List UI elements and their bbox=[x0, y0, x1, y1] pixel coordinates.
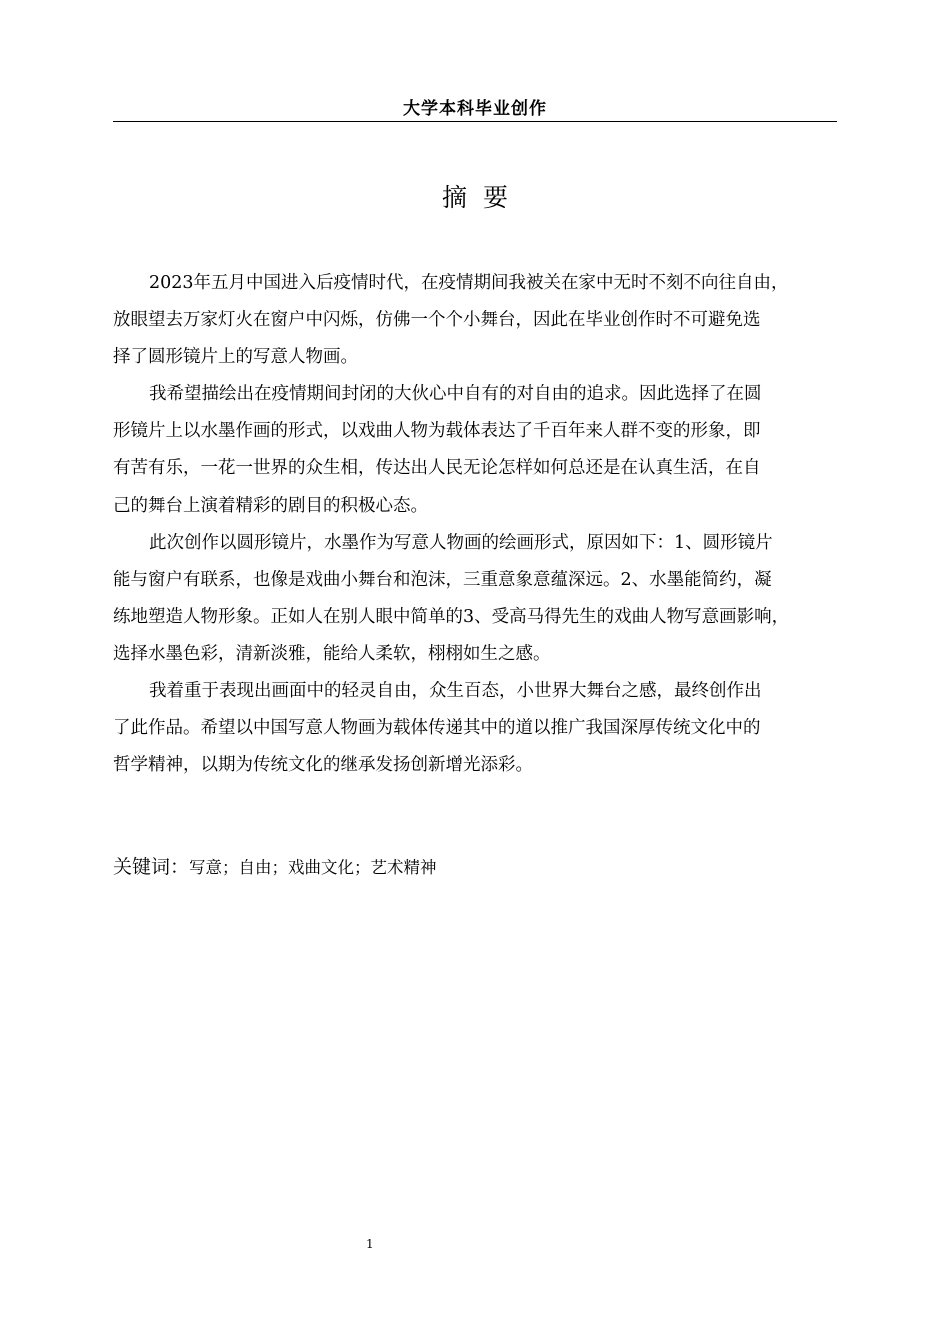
body-line: 形镜片上以水墨作画的形式，以戏曲人物为载体表达了千百年来人群不变的形象，即 bbox=[113, 421, 761, 442]
body-line: 2023年五月中国进入后疫情时代，在疫情期间我被关在家中无时不刻不向往自由， bbox=[149, 273, 789, 293]
body-line: 己的舞台上演着精彩的剧目的积极心态。 bbox=[113, 495, 428, 516]
abstract-title bbox=[113, 178, 837, 214]
header-rule bbox=[113, 121, 837, 122]
page-number: 1 bbox=[366, 1237, 374, 1251]
body-line: 哲学精神，以期为传统文化的继承发扬创新增光添彩。 bbox=[113, 755, 533, 776]
body-line: 放眼望去万家灯火在窗户中闪烁，仿佛一个个小舞台，因此在毕业创作时不可避免选 bbox=[113, 310, 761, 331]
body-line: 我希望描绘出在疫情期间封闭的大伙心中自有的对自由的追求。因此选择了在圆 bbox=[149, 384, 762, 405]
body-line: 有苦有乐，一花一世界的众生相，传达出人民无论怎样如何总还是在认真生活，在自 bbox=[113, 458, 761, 479]
keywords-label: 关键词： bbox=[113, 856, 190, 878]
abstract-body bbox=[113, 268, 853, 787]
body-line: 选择水墨色彩，清新淡雅，能给人柔软，栩栩如生之感。 bbox=[113, 643, 551, 664]
body-line: 了此作品。希望以中国写意人物画为载体传递其中的道以推广我国深厚传统文化中的 bbox=[113, 718, 761, 739]
body-line: 能与窗户有联系，也像是戏曲小舞台和泡沫，三重意象意蕴深远。2、水墨能简约，凝 bbox=[113, 569, 772, 590]
body-line: 练地塑造人物形象。正如人在别人眼中简单的3、受高马得先生的戏曲人物写意画影响， bbox=[113, 606, 790, 627]
body-line: 我着重于表现出画面中的轻灵自由，众生百态，小世界大舞台之感，最终创作出 bbox=[149, 681, 762, 702]
abstract-title-text: 摘 要 bbox=[442, 183, 508, 212]
running-header: 大学本科毕业创作 bbox=[403, 99, 547, 119]
keywords-value: 写意；自由；戏曲文化；艺术精神 bbox=[189, 858, 437, 877]
body-line: 此次创作以圆形镜片，水墨作为写意人物画的绘画形式，原因如下：1、圆形镜片 bbox=[149, 532, 773, 553]
body-line: 择了圆形镜片上的写意人物画。 bbox=[113, 347, 358, 368]
keywords bbox=[113, 852, 437, 879]
